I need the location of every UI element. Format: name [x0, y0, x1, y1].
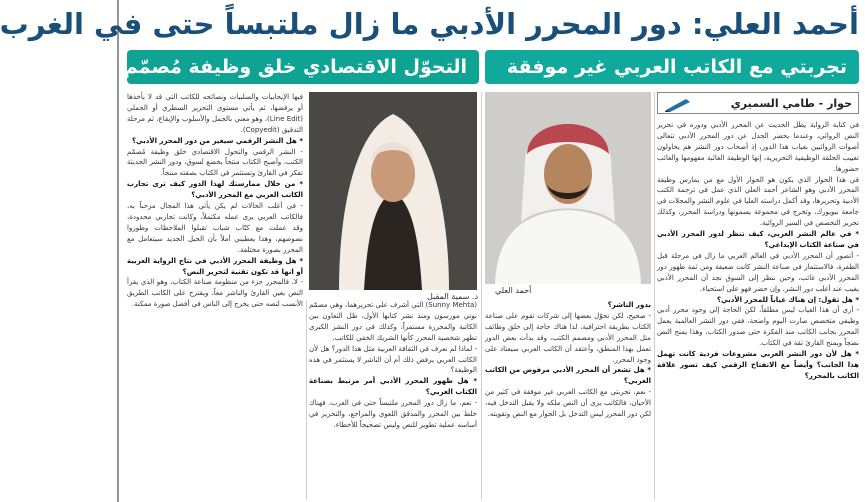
question: * هل وظيفة المحرر الأدبي في نتاج الرواية العربية أو انها قد تكون تقنية لتحرير النص؟ — [127, 256, 303, 276]
question: * من خلال ممارستك لهذا الدور كيف ترى تجارب الكاتب العربي مع المحرر الأدبي؟ — [127, 180, 303, 200]
question: * هل ظهور المحرر الأدبي أمر مرتبط بصناعة الكتاب الغربي؟ — [309, 377, 477, 397]
column-separator — [654, 92, 655, 500]
article-column-3 — [309, 300, 477, 500]
column-separator — [481, 92, 482, 500]
paragraph: - لماذا لم نعرف في الثقافة العربية مثل هذا الدور؟ هل لأن الكاتب العربي يرفض ذلك أم أن الناشر لا يستثمر في هذه الوظيفة؟ — [309, 344, 477, 375]
paragraph: - في أغلب الحالات لم يكن يأتي هذا المجال مرحباً به، فالكاتب العربي يرى عمله مكتملاً، وكانت تجاربي محدودة، وقد عملت مع كتّاب شباب تقبلوا الملاحظات وطوروا نصوصهم، وهذا يعطيني أملاً بأن الجيل الجديد سيتعامل مع المحرر بصورة مختلفة. — [127, 202, 303, 254]
paragraph: - صحيح، لكن تحوّل بعضها إلى شركات تقوم على صناعة الكتاب بطريقة احترافية، لذا هناك حاجة إلى خلق وظائف مثل المحرر الأدبي ومصمم الكتب، وقد بدأت بعض الدور تعمل بهذا المنطق، وأعتقد أن الكاتب العربي سيعتاد على وجود المحرر. — [485, 311, 651, 364]
column-separator — [306, 300, 307, 500]
article-column-4 — [127, 92, 303, 500]
article-column-1 — [657, 120, 859, 500]
question: * هل تقول: إن هناك غياباً للمحرر الأدبي؟ — [717, 295, 859, 304]
photo-woman — [309, 92, 477, 290]
question: * هل تشعر أن المحرر الأدبي مرفوض من الكاتب العربي؟ — [485, 366, 651, 386]
question: بدور الناشر؟ — [607, 301, 651, 309]
paragraph: - النشر الرقمي والتحول الاقتصادي خلق وظيفة مُصمّم الكتب، وأصبح الكتاب منتجاً يخضع لسوق، ودور النشر الحديثة تفكر في القارئ وتستثمر في الكتاب بصفته منتجاً. — [127, 147, 303, 178]
article-column-2 — [485, 300, 651, 500]
pen-icon — [664, 96, 692, 112]
section-heading-right: تجربتي مع الكاتب العربي غير موفقة — [485, 50, 859, 84]
portrait-man-image — [485, 92, 651, 284]
paragraph: فيها الإيجابيات والسلبيات ونصائحه للكاتب التي قد لا يأخذها أو يرفضها، ثم يأتي مستوى التحرير السطري أو الجملي (Line Edit)، وهو معني بالجمل والأسلوب والإيقاع، ثم مرحلة التدقيق (Copyedit). — [127, 93, 303, 134]
question: * هل النشر الرقمي سيغير من دور المحرر الأدبي؟ — [132, 136, 303, 145]
paragraph: - نعم، ما زال دور المحرر ملتبساً حتى في الغرب، فهناك خلط بين المحرر والمدقق اللغوي والمراجع، والتحرير في أساسه عملية تطوير للنص وليس تصحيحاً للأخطاء. — [309, 399, 477, 429]
paragraph: - أتصور أن المحرر الأدبي في العالم العربي ما زال في مرحلة قبل الطفرة، فالاستثمار في صناعة النشر كانت ضعيفة ومن ثمة ظهور دور المحرر الأدبي غائب، وحين ننظر إلى السوق نجد أن المحرر الأدبي يغيب عند أغلب دور النشر، وإن حضر فهو على استحياء. — [657, 251, 859, 293]
photo-caption-left: د. سمية المقبل — [427, 292, 479, 301]
paragraph: (Sunny Mehta) التي أشرف على تحريرهما، وهي مصمّم نوتي مورسون ومنذ نشر كتابها الأول، ظل التعاون بين الكاتبة والمحررة مستمراً، وكذلك في دور النشر الكبرى تظهر شخصية المحرر كأنها الشريك الخفي للكاتب. — [309, 301, 477, 342]
photo-caption-right: أحمد العلي — [495, 286, 532, 295]
paragraph: - أرى أن هذا الغياب ليس مطلقاً، لكن الحاجة إلى وجود محرر أدبي وظيفي متخصص صارت اليوم واضحة، ففي دور النشر العالمية يعمل المحرر بجانب الكاتب منذ الفكرة حتى صدور الكتاب، وهذا يمنح النص نضجاً ويمنح القارئ ثقة في الكتاب. — [657, 306, 859, 348]
question: * في عالم النشر العربي، كيف تنظر لدور المحرر الأدبي في صناعة الكتاب الإبداعي؟ — [657, 230, 859, 249]
photo-man — [485, 92, 651, 284]
article-headline: أحمد العلي: دور المحرر الأدبي ما زال ملتبساً حتى في الغرب — [0, 7, 859, 41]
paragraph: - لا، فالمحرر جزء من منظومة صناعة الكتاب، وهو الذي يقرأ النص بعين القارئ والناشر معاً، ويقترح على الكاتب الطريق الأنسب لنصه حتى يخرج إلى الناس في أفضل صورة ممكنة. — [127, 278, 303, 309]
byline-box — [657, 92, 859, 114]
question: * هل لأن دور النشر العربي مشروعات فردية كانت تهمل هذا الجانب؟ وأيضاً مع الانفتاح الرقمي كيف تصور علاقة الكاتب بالمحرر؟ — [657, 350, 859, 380]
portrait-woman-image — [309, 92, 477, 290]
paragraph: في كتابة الرواية يظل الحديث عن المحرر الأدبي ودوره في تحرير النص الروائي، وعندما يحضر الجدل عن دور المحرر الأدبي تتعالى أصوات الروائيين بغياب هذا الدور، إذ أصحاب دور النشر هم يحاولون تغييب الحلقة الوظيفية التحريرية، إنها الوظيفة الغائبة مفهومها والغائب حضورها. — [657, 121, 859, 173]
paragraph: في هذا الحوار الذي يكون هو الحوار الأول مع من يمارس وظيفة المحرر الأدبي وهو الشاعر أحمد العلي الذي عمل في ترجمة الكتب الأدبية وتحريرها، وقد أكمل دراسته العليا في علوم النشر والمجلات في جامعة نيويورك، وتخرج في مجموعة يسمونها ودراسة المحرر، وكذلك تحرير التخصص في السير الروائية. — [657, 175, 859, 228]
paragraph: - نعم، تجربتي مع الكاتب العربي غير موفقة في كثير من الأحيان، فالكاتب يرى أن النص ملكه ولا يقبل التدخل فيه، لكن دور المحرر ليس التدخل بل الحوار مع النص وتقويته. — [485, 388, 651, 419]
section-heading-left: التحوّل الاقتصادي خلق وظيفة مُصمّم الكتب — [127, 50, 479, 84]
byline: حوار - طامي السميري — [730, 96, 852, 110]
